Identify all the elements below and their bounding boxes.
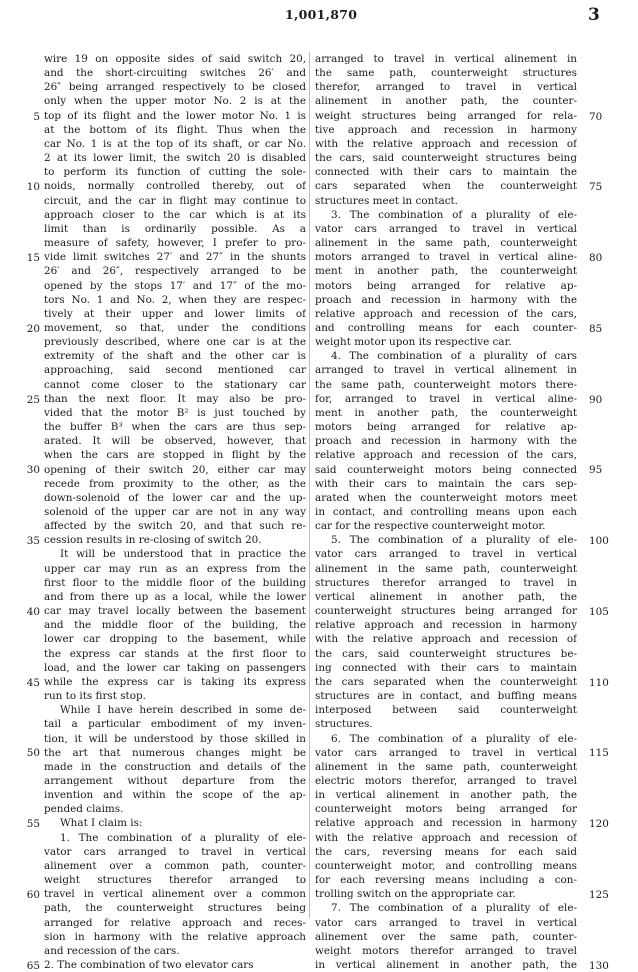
left-text-line: While I have herein described in some de- [60, 704, 306, 717]
left-text-line: made in the construction and details of the [44, 760, 306, 773]
left-text-line: load, and the lower car taking on passengers [44, 661, 306, 674]
right-text-line: relative approach and recession in harmony [315, 817, 577, 830]
left-text-line: path, the counterweight structures being [44, 902, 306, 915]
left-text-line: the buffer B³ when the cars are thus sep- [44, 421, 306, 434]
left-text-line: approaching, said second mentioned car [44, 364, 306, 377]
line-number: 70 [589, 110, 603, 123]
right-text-line: the cars separated when the counterweight [315, 675, 577, 688]
left-text-line: tail a particular embodiment of my inven- [44, 718, 306, 731]
left-text-line: sion in harmony with the relative approach [44, 930, 306, 943]
right-text-line: 5. The combination of a plurality of ele- [331, 534, 577, 547]
left-text-line: 26″ being arranged respectively to be closed [44, 81, 306, 94]
left-text-line: than the next floor. It may also be pro- [44, 392, 306, 405]
column-divider [309, 52, 310, 918]
left-text-line: 26′ and 26″, respectively arranged to be [44, 265, 306, 278]
line-number: 100 [589, 535, 609, 548]
right-text-line: vator cars arranged to travel in vertical [315, 548, 577, 561]
line-number: 110 [589, 676, 609, 689]
right-text-line: 7. The combination of a plurality of ele- [331, 902, 577, 915]
right-text-line: relative approach and recession of the cars, [315, 449, 577, 462]
left-text-line: circuit, and the car in flight may continue to [44, 194, 306, 207]
left-text-line: and from there up as a local, while the lower [44, 590, 306, 603]
line-number: 45 [26, 676, 40, 689]
right-text-line: weight motor upon its respective car. [315, 336, 512, 349]
right-text-line: the same path, counterweight structures [315, 67, 577, 80]
line-number: 30 [26, 464, 40, 477]
left-text-line: opened by the stops 17′ and 17″ of the mo- [44, 279, 306, 292]
line-number: 90 [589, 393, 603, 406]
right-text-line: weight structures being arranged for rela- [315, 109, 577, 122]
left-text-line: arranged for relative approach and reces- [44, 916, 306, 929]
line-number: 120 [589, 818, 609, 831]
right-text-line: counterweight structures being arranged for [315, 605, 577, 618]
left-text-line: down-solenoid of the lower car and the up- [44, 491, 306, 504]
right-text-line: counterweight motor, and controlling means [315, 859, 577, 872]
line-number: 75 [589, 181, 603, 194]
right-text-line: arranged to travel in vertical alinement in [315, 364, 577, 377]
right-text-line: structures are in contact, and buffing means [315, 690, 577, 703]
line-number: 65 [26, 959, 40, 972]
left-text-line: and recession of the cars. [44, 944, 180, 957]
right-text-line: for each reversing means including a con- [315, 874, 577, 887]
left-text-line: vide limit switches 27′ and 27″ in the shunts [44, 251, 306, 264]
right-text-line: the same path, counterweight motors there- [315, 378, 577, 391]
left-text-line: when the cars are stopped in flight by the [44, 449, 306, 462]
right-text-line: alinement in the same path, counterweight [315, 237, 577, 250]
left-text-column [44, 52, 306, 972]
left-text-line: cession results in re-closing of switch 20. [44, 534, 262, 547]
right-text-line: vator cars arranged to travel in vertical [315, 916, 577, 929]
line-number: 115 [589, 747, 609, 760]
left-text-line: pended claims. [44, 803, 124, 816]
right-text-line: tive approach and recession in harmony [315, 123, 577, 136]
left-text-line: the art that numerous changes might be [44, 746, 306, 759]
right-text-line: proach and recession in harmony with the [315, 435, 577, 448]
left-text-line: and the short-circuiting switches 26′ and [44, 67, 306, 80]
line-number: 125 [589, 888, 609, 901]
right-text-line: arated when the counterweight motors meet [315, 491, 577, 504]
left-text-line: first floor to the middle floor of the building [44, 576, 306, 589]
right-text-line: electric motors therefor, arranged to travel [315, 774, 577, 787]
left-text-line: noids, normally controlled thereby, out of [44, 180, 306, 193]
left-text-line: upper car may run as an express from the [44, 562, 306, 575]
right-text-line: with the relative approach and recession of [315, 137, 577, 150]
right-text-line: counterweight motors being arranged for [315, 803, 577, 816]
left-text-line: previously described, where one car is at the [44, 336, 306, 349]
right-text-line: interposed between said counterweight [315, 704, 577, 717]
left-text-line: 1. The combination of a plurality of ele- [60, 831, 306, 844]
line-number: 5 [33, 110, 40, 123]
right-text-line: car for the respective counterweight motor. [315, 520, 546, 533]
right-text-line: relative approach and recession in harmony [315, 619, 577, 632]
left-text-line: extremity of the shaft and the other car is [44, 350, 306, 363]
left-text-line: measure of safety, however, I prefer to pro- [44, 237, 306, 250]
left-text-line: lower car dropping to the basement, while [44, 633, 306, 646]
left-text-line: and the middle floor of the building, the [44, 619, 306, 632]
right-text-line: connected with their cars to maintain the [315, 166, 577, 179]
right-text-line: structures therefor arranged to travel in [315, 576, 577, 589]
left-text-line: run to its first stop. [44, 690, 146, 703]
right-text-line: vertical alinement in another path, the [315, 590, 577, 603]
right-text-line: alinement in the same path, counterweight [315, 562, 577, 575]
line-number: 50 [26, 747, 40, 760]
right-text-line: for, arranged to travel in vertical aline- [315, 392, 577, 405]
right-text-line: structures. [315, 718, 373, 731]
left-text-line: only when the upper motor No. 2 is at the [44, 95, 306, 108]
left-text-line: recede from proximity to the other, as the [44, 477, 306, 490]
right-text-line: said counterweight motors being connected [315, 463, 577, 476]
left-text-line: affected by the switch 20, and that such re- [44, 520, 306, 533]
left-text-line: approach closer to the car which is at its [44, 208, 306, 221]
left-text-line: tors No. 1 and No. 2, when they are respec- [44, 293, 306, 306]
left-text-line: 2 at its lower limit, the switch 20 is disabled [44, 152, 306, 165]
line-number: 55 [26, 818, 40, 831]
right-text-line: alinement in the same path, counterweight [315, 760, 577, 773]
right-text-line: trolling switch on the appropriate car. [315, 888, 516, 901]
line-number: 95 [589, 464, 603, 477]
right-text-line: alinement in another path, the counter- [315, 95, 577, 108]
right-text-line: arranged to travel in vertical alinement in [315, 53, 577, 65]
left-text-line: What I claim is: [60, 817, 143, 830]
right-text-line: alinement over the same path, counter- [315, 930, 577, 943]
right-text-line: motors being arranged for relative ap- [315, 279, 577, 292]
line-number: 15 [26, 252, 40, 265]
left-text-line: alinement over a common path, counter- [44, 859, 306, 872]
right-text-line: with their cars to maintain the cars sep- [315, 477, 577, 490]
left-text-line: opening of their switch 20, either car may [44, 463, 306, 476]
line-number: 20 [26, 322, 40, 335]
line-number: 85 [589, 322, 603, 335]
left-text-line: limit than is ordinarily possible. As a [44, 222, 306, 235]
line-number: 60 [26, 888, 40, 901]
line-number: 35 [26, 535, 40, 548]
right-text-line: vator cars arranged to travel in vertical [315, 746, 577, 759]
right-text-line: ment in another path, the counterweight [315, 406, 577, 419]
left-text-line: solenoid of the upper car are not in any way [44, 506, 306, 518]
page-header [0, 5, 638, 27]
left-text-line: vided that the motor B² is just touched by [44, 406, 306, 419]
right-text-line: with the relative approach and recession of [315, 633, 577, 646]
right-text-line: therefor, arranged to travel in vertical [315, 81, 577, 94]
right-text-line: ing connected with their cars to maintain [315, 661, 577, 674]
left-text-line: movement, so that, under the conditions [44, 321, 306, 334]
right-text-column [315, 52, 577, 972]
right-text-line: with the relative approach and recession of [315, 831, 577, 844]
line-number: 130 [589, 959, 609, 972]
left-text-line: weight structures therefor arranged to [44, 874, 306, 887]
left-text-line: car No. 1 is at the top of its shaft, or car No. [44, 137, 306, 150]
right-text-line: structures meet in contact. [315, 194, 458, 207]
patent-number: 1,001,870 [285, 7, 358, 22]
left-text-line: wire 19 on opposite sides of said switch 20, [44, 53, 306, 65]
left-text-line: arated. It will be observed, however, that [44, 435, 306, 448]
left-text-line: arrangement without departure from the [44, 774, 306, 787]
left-text-line: the express car stands at the first floor to [44, 647, 306, 660]
right-text-line: proach and recession in harmony with the [315, 293, 577, 306]
right-text-line: vator cars arranged to travel in vertical [315, 222, 577, 235]
left-text-line: at the bottom of its flight. Thus when the [44, 123, 306, 136]
right-text-line: in vertical alinement in another path, the [315, 789, 577, 802]
left-text-line: while the express car is taking its express [44, 675, 306, 688]
line-number: 105 [589, 605, 609, 618]
right-text-line: motors arranged to travel in vertical aline- [315, 251, 577, 264]
line-number: 10 [26, 181, 40, 194]
right-text-line: 4. The combination of a plurality of cars [331, 350, 577, 363]
line-number: 25 [26, 393, 40, 406]
line-number: 40 [26, 605, 40, 618]
right-text-line: relative approach and recession of the cars, [315, 307, 577, 320]
left-text-line: cannot come closer to the stationary car [44, 378, 306, 391]
left-text-line: 2. The combination of two elevator cars [44, 959, 254, 971]
right-text-line: ment in another path, the counterweight [315, 265, 577, 278]
right-text-line: cars separated when the counterweight [315, 180, 577, 193]
line-number: 80 [589, 252, 603, 265]
left-text-line: tion, it will be understood by those skilled in [44, 732, 306, 745]
right-text-line: in vertical alinement in another path, the [315, 959, 577, 971]
page-number: 3 [588, 5, 600, 25]
right-text-line: 3. The combination of a plurality of ele- [331, 208, 577, 221]
right-text-line: in contact, and controlling means upon each [315, 506, 577, 518]
right-text-line: the cars, reversing means for each said [315, 845, 577, 858]
right-text-line: motors being arranged for relative ap- [315, 421, 577, 434]
left-text-line: vator cars arranged to travel in vertical [44, 845, 306, 858]
right-text-line: 6. The combination of a plurality of ele- [331, 732, 577, 745]
right-text-line: the cars, said counterweight structures being [315, 152, 577, 165]
left-text-line: top of its flight and the lower motor No. 1 is [44, 109, 306, 122]
right-text-line: and controlling means for each counter- [315, 321, 577, 334]
left-text-line: tively at their upper and lower limits of [44, 307, 306, 320]
right-text-line: weight motors therefor arranged to travel [315, 944, 577, 957]
left-text-line: invention and within the scope of the ap- [44, 789, 306, 802]
left-text-line: to perform its function of cutting the sole- [44, 166, 306, 179]
left-text-line: travel in vertical alinement over a common [44, 888, 306, 901]
right-text-line: the cars, said counterweight structures be- [315, 647, 577, 660]
left-text-line: car may travel locally between the basement [44, 605, 306, 618]
left-text-line: It will be understood that in practice the [60, 548, 306, 561]
